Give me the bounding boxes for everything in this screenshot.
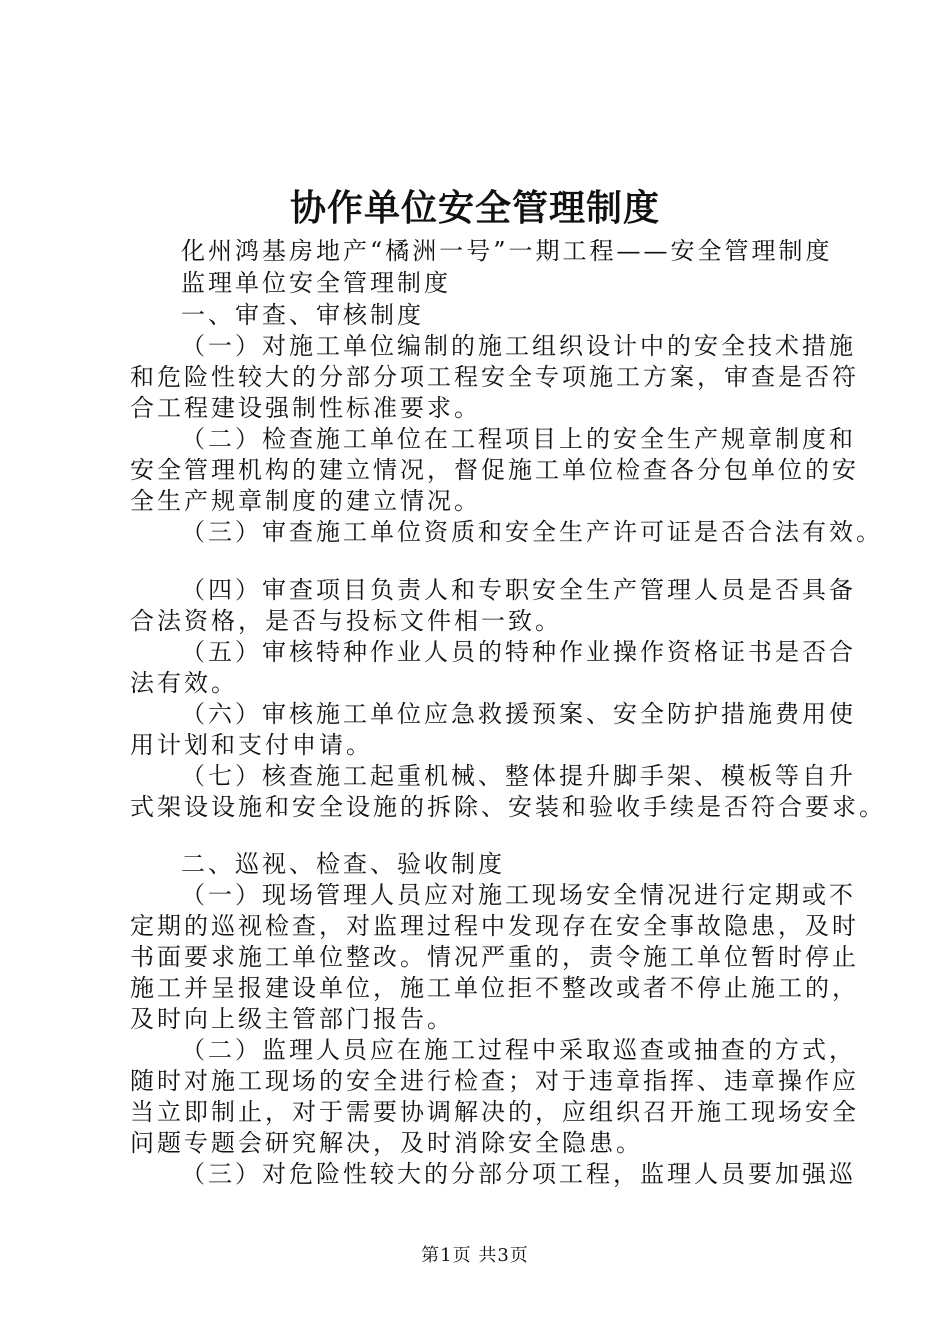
paragraph-line: （四）审查项目负责人和专职安全生产管理人员是否具备 xyxy=(181,576,856,604)
paragraph-line: 问题专题会研究解决，及时消除安全隐患。 xyxy=(130,1129,643,1157)
paragraph-line: （五）审核特种作业人员的特种作业操作资格证书是否合 xyxy=(181,638,856,666)
paragraph-line: （一）对施工单位编制的施工组织设计中的安全技术措施 xyxy=(181,332,856,360)
paragraph-line: 式架设设施和安全设施的拆除、安装和验收手续是否符合要求。 xyxy=(130,793,886,821)
paragraph-line: 施工并呈报建设单位，施工单位拒不整改或者不停止施工的， xyxy=(130,974,859,1002)
paragraph-line: 书面要求施工单位整改。情况严重的，责令施工单位暂时停止 xyxy=(130,943,859,971)
page-footer: 第1页 共3页 xyxy=(421,1245,529,1266)
section-heading: 监理单位安全管理制度 xyxy=(181,269,451,297)
paragraph-line: 及时向上级主管部门报告。 xyxy=(130,1005,454,1033)
subtitle-line: 化州鸿基房地产“橘洲一号”一期工程——安全管理制度 xyxy=(181,237,833,265)
paragraph-line: 和危险性较大的分部分项工程安全专项施工方案，审查是否符 xyxy=(130,363,859,391)
paragraph-line: （二）检查施工单位在工程项目上的安全生产规章制度和 xyxy=(181,425,856,453)
paragraph-line: 合工程建设强制性标准要求。 xyxy=(130,394,481,422)
paragraph-line: 当立即制止，对于需要协调解决的，应组织召开施工现场安全 xyxy=(130,1098,859,1126)
paragraph-line: 合法资格，是否与投标文件相一致。 xyxy=(130,607,562,635)
paragraph-line: 随时对施工现场的安全进行检查；对于违章指挥、违章操作应 xyxy=(130,1067,859,1095)
paragraph-line: （三）审查施工单位资质和安全生产许可证是否合法有效。 xyxy=(181,518,883,546)
paragraph-line: 安全管理机构的建立情况，督促施工单位检查各分包单位的安 xyxy=(130,456,859,484)
paragraph-line: 定期的巡视检查，对监理过程中发现存在安全事故隐患，及时 xyxy=(130,912,859,940)
paragraph-line: 全生产规章制度的建立情况。 xyxy=(130,487,481,515)
paragraph-line: （一）现场管理人员应对施工现场安全情况进行定期或不 xyxy=(181,881,856,909)
paragraph-line: 用计划和支付申请。 xyxy=(130,731,373,759)
paragraph-line: （二）监理人员应在施工过程中采取巡查或抽查的方式， xyxy=(181,1036,856,1064)
paragraph-line: （三）对危险性较大的分部分项工程，监理人员要加强巡 xyxy=(181,1160,856,1188)
heading-line: 二、巡视、检查、验收制度 xyxy=(181,850,505,878)
paragraph-line: 法有效。 xyxy=(130,669,238,697)
paragraph-line: （七）核查施工起重机械、整体提升脚手架、模板等自升 xyxy=(181,762,856,790)
heading-line: 一、审查、审核制度 xyxy=(181,301,424,329)
paragraph-line: （六）审核施工单位应急救援预案、安全防护措施费用使 xyxy=(181,700,856,728)
document-title: 协作单位安全管理制度 xyxy=(289,187,660,229)
